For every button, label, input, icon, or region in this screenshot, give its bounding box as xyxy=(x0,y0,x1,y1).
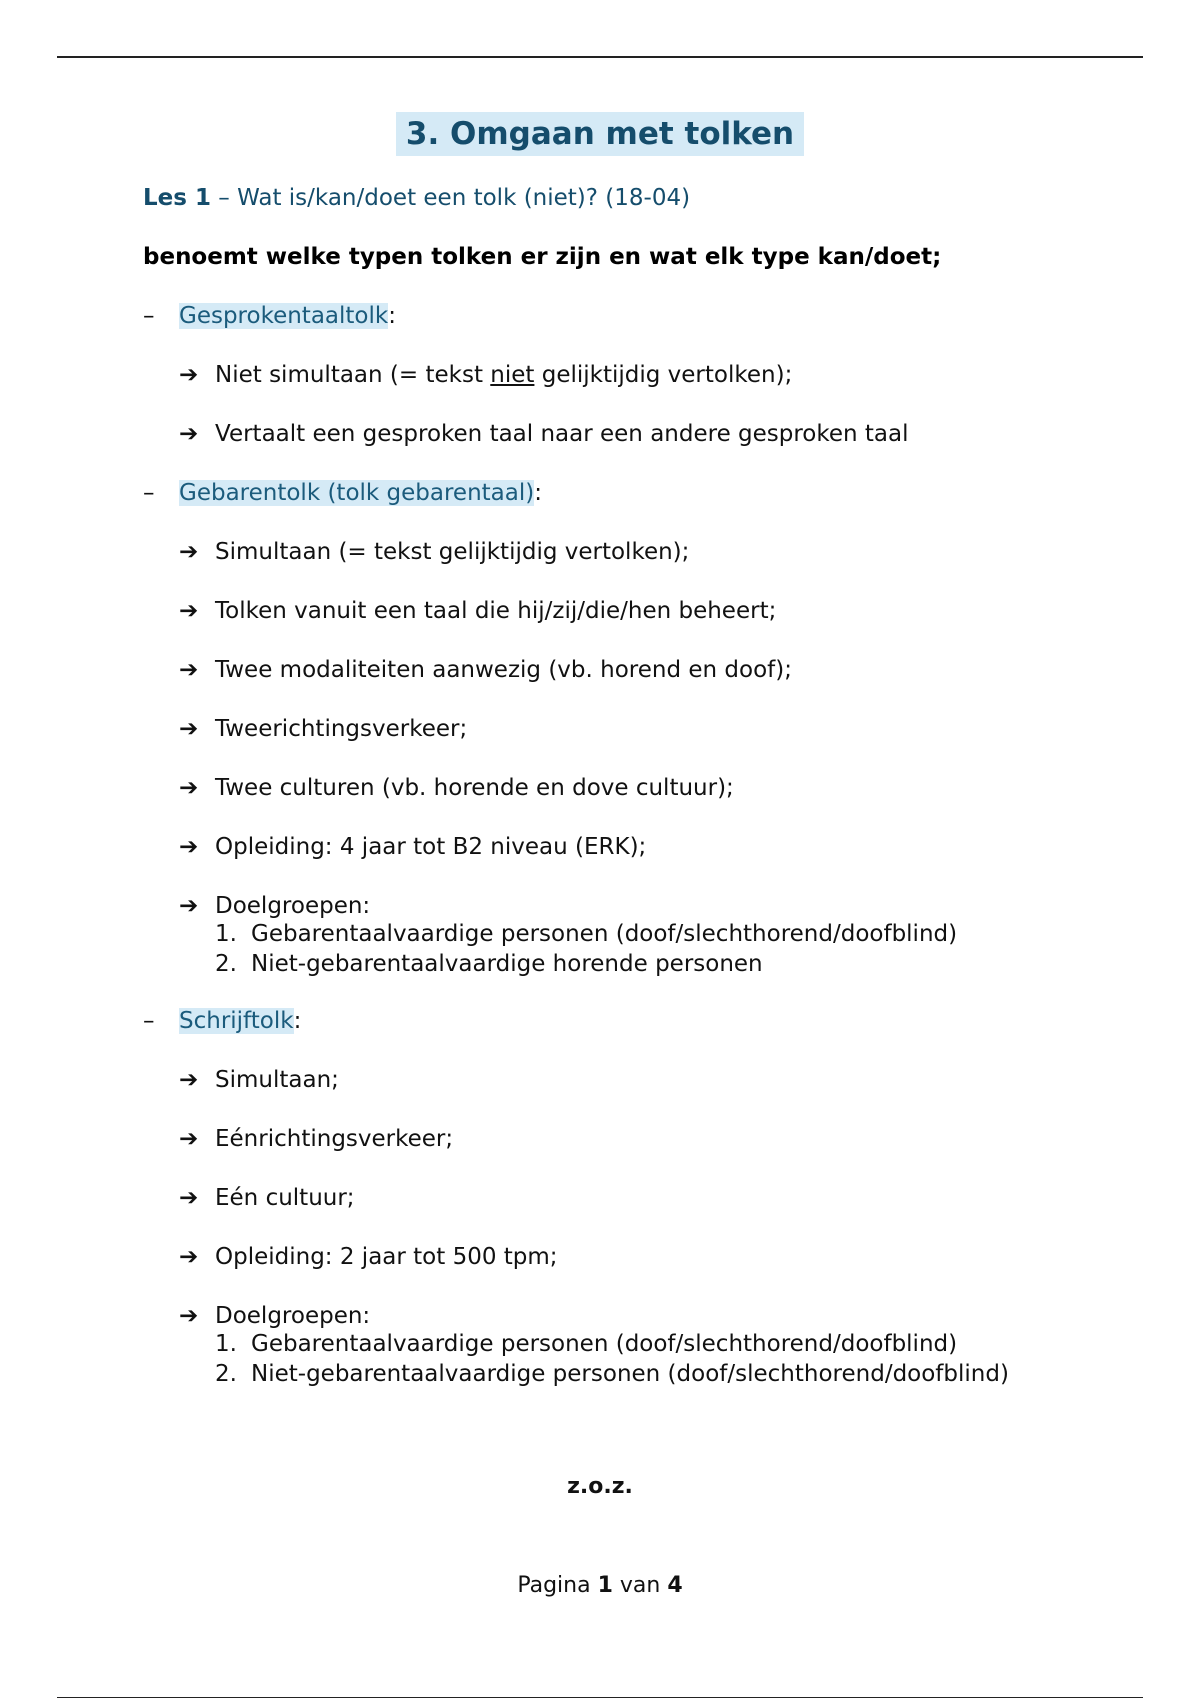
item-number: 2. xyxy=(215,1361,237,1387)
bottom-rule xyxy=(57,1697,1143,1698)
item-text: Eén cultuur; xyxy=(215,1185,355,1211)
arrow-right-icon: ➔ xyxy=(179,893,199,919)
section-gesprokentaaltolk: – Gesprokentaaltolk: xyxy=(143,303,396,329)
arrow-right-icon: ➔ xyxy=(179,362,199,388)
arrow-right-icon: ➔ xyxy=(179,1185,199,1211)
numbered-item xyxy=(215,1329,957,1359)
section-name: Schrijftolk xyxy=(179,1008,294,1034)
dash-bullet: – xyxy=(143,480,155,506)
lesson-title: – Wat is/kan/doet een tolk (niet)? (18-04) xyxy=(218,185,691,211)
footer-total-pages: 4 xyxy=(667,1573,683,1598)
learning-objective: benoemt welke typen tolken er zijn en wat elk type kan/doet; xyxy=(143,244,942,270)
item-text: gelijktijdig vertolken); xyxy=(534,362,793,388)
arrow-right-icon: ➔ xyxy=(179,834,199,860)
list-item xyxy=(179,537,689,567)
list-item xyxy=(179,655,792,685)
item-text: Gebarentaalvaardige personen (doof/slechthorend/doofblind) xyxy=(251,1331,958,1357)
arrow-right-icon: ➔ xyxy=(179,657,199,683)
dash-bullet: – xyxy=(143,303,155,329)
item-text: Twee modaliteiten aanwezig (vb. horend en doof); xyxy=(215,657,792,683)
item-text: Tweerichtingsverkeer; xyxy=(215,716,468,742)
list-item xyxy=(179,596,776,626)
list-item xyxy=(179,1124,453,1154)
item-text: Niet-gebarentaalvaardige personen (doof/slechthorend/doofblind) xyxy=(251,1361,1009,1387)
arrow-right-icon: ➔ xyxy=(179,539,199,565)
numbered-item xyxy=(215,949,763,979)
list-item xyxy=(179,1242,558,1272)
numbered-item xyxy=(215,1359,1009,1389)
page-footer xyxy=(0,1573,1200,1598)
list-item xyxy=(179,1065,339,1095)
arrow-right-icon: ➔ xyxy=(179,1244,199,1270)
item-text: Twee culturen (vb. horende en dove cultuur); xyxy=(215,775,734,801)
item-number: 1. xyxy=(215,921,237,947)
item-text: Opleiding: 2 jaar tot 500 tpm; xyxy=(215,1244,558,1270)
item-text: Niet-gebarentaalvaardige horende personen xyxy=(251,951,763,977)
arrow-right-icon: ➔ xyxy=(179,598,199,624)
item-text: Eénrichtingsverkeer; xyxy=(215,1126,454,1152)
list-item xyxy=(179,419,909,449)
dash-bullet: – xyxy=(143,1008,155,1034)
item-text: Simultaan (= tekst gelijktijdig vertolken); xyxy=(215,539,690,565)
turn-over-note: z.o.z. xyxy=(567,1474,633,1499)
page-title: 3. Omgaan met tolken xyxy=(396,112,804,156)
list-item xyxy=(179,1301,370,1331)
arrow-right-icon: ➔ xyxy=(179,1067,199,1093)
section-name: Gebarentolk (tolk gebarentaal) xyxy=(179,480,535,506)
footer-page-number: 1 xyxy=(597,1573,613,1598)
item-text: Doelgroepen: xyxy=(215,1303,371,1329)
section-schrijftolk: – Schrijftolk: xyxy=(143,1008,302,1034)
footer-van-label: van xyxy=(619,1573,661,1598)
item-text: Simultaan; xyxy=(215,1067,339,1093)
list-item xyxy=(179,714,467,744)
heading-container xyxy=(0,112,1200,156)
list-item xyxy=(179,360,792,390)
item-number: 1. xyxy=(215,1331,237,1357)
arrow-right-icon: ➔ xyxy=(179,1303,199,1329)
numbered-item xyxy=(215,919,957,949)
list-item xyxy=(179,773,734,803)
footer-pagina-label: Pagina xyxy=(517,1573,591,1598)
section-gebarentolk: – Gebarentolk (tolk gebarentaal): xyxy=(143,480,542,506)
section-name: Gesprokentaaltolk xyxy=(179,303,389,329)
arrow-right-icon: ➔ xyxy=(179,1126,199,1152)
item-number: 2. xyxy=(215,951,237,977)
item-text: Niet simultaan (= tekst xyxy=(215,362,491,388)
lesson-label: Les 1 xyxy=(143,185,211,211)
item-underlined-text: niet xyxy=(490,362,535,388)
arrow-right-icon: ➔ xyxy=(179,775,199,801)
item-text: Gebarentaalvaardige personen (doof/slechthorend/doofblind) xyxy=(251,921,958,947)
item-text: Opleiding: 4 jaar tot B2 niveau (ERK); xyxy=(215,834,647,860)
list-item xyxy=(179,832,646,862)
item-text: Doelgroepen: xyxy=(215,893,371,919)
item-text: Vertaalt een gesproken taal naar een andere gesproken taal xyxy=(215,421,909,447)
arrow-right-icon: ➔ xyxy=(179,421,199,447)
list-item xyxy=(179,1183,355,1213)
top-rule xyxy=(57,56,1143,58)
item-text: Tolken vanuit een taal die hij/zij/die/hen beheert; xyxy=(215,598,777,624)
lesson-heading xyxy=(143,183,690,213)
arrow-right-icon: ➔ xyxy=(179,716,199,742)
list-item xyxy=(179,891,370,921)
